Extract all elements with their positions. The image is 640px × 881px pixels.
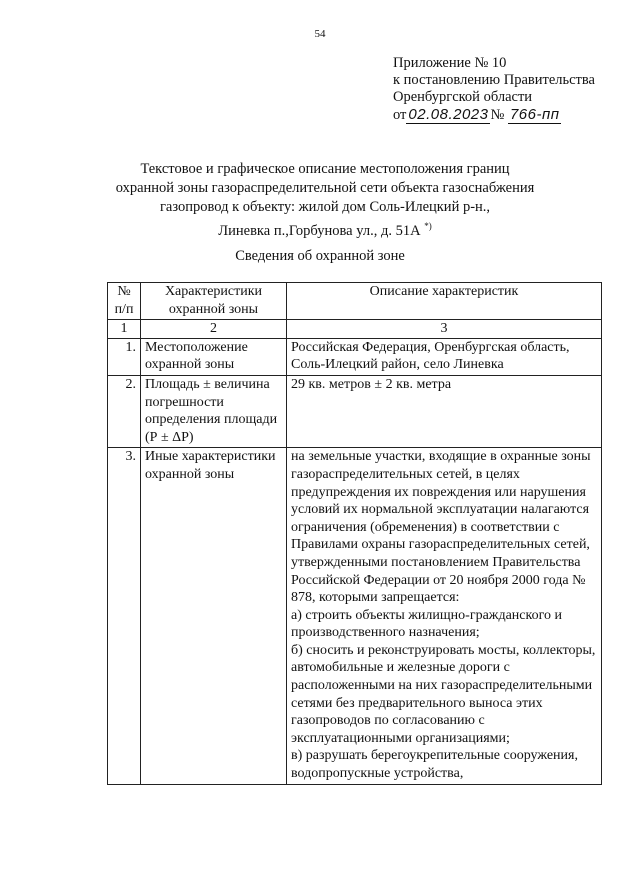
row-characteristic: Площадь ± величина погрешности определения площади (Р ± ΔР) xyxy=(141,375,287,447)
title-line-3: газопровод к объекту: жилой дом Соль-Илецкий р-н., xyxy=(159,199,491,215)
row-characteristic: Иные характеристики охранной зоны xyxy=(141,448,287,784)
row-description-text: на земельные участки, входящие в охранные зоны газораспределительных сетей, в целях предупреждения их повреждения или нарушения условий их нормальной эксплуатации налагаются ограничения (обременения) в соответствии с Правилами охраны газораспределительных сетей, утвержденными постановлением Правительства Российской Федерации от 20 ноября 2000 года № 878, которыми запрещается: xyxy=(291,449,591,606)
appendix-block xyxy=(393,55,595,124)
table-row xyxy=(108,338,602,375)
row-number: 3. xyxy=(108,448,141,784)
section-title: Сведения об охранной зоне xyxy=(235,248,405,264)
header-num: № п/п xyxy=(108,283,141,320)
index-cell-3: 3 xyxy=(287,320,602,339)
index-cell-2: 2 xyxy=(141,320,287,339)
restriction-item-a: а) строить объекты жилищно-гражданского и производственного назначения; xyxy=(291,607,562,641)
document-title xyxy=(90,160,560,241)
appendix-line-1: Приложение № 10 xyxy=(393,55,507,71)
table-row xyxy=(108,375,602,447)
appendix-date: 02.08.2023 xyxy=(408,106,489,123)
header-characteristic: Характеристики охранной зоны xyxy=(141,283,287,320)
title-line-4 xyxy=(90,217,560,241)
restriction-item-b: б) сносить и реконструировать мосты, коллекторы, автомобильные и железные дороги с расположенными на них газораспределительными сетями без предварительного выноса этих газопроводов по согласованию с эксплуатационными организациями; xyxy=(291,642,596,746)
title-line-4-text: Линевка п.,Горбунова ул., д. 51А xyxy=(218,222,421,239)
row-number: 2. xyxy=(108,375,141,447)
row-number: 1. xyxy=(108,338,141,375)
appendix-line-2: к постановлению Правительства xyxy=(393,72,595,88)
appendix-number: 766-пп xyxy=(509,106,560,123)
index-cell-1: 1 xyxy=(108,320,141,339)
row-description: 29 кв. метров ± 2 кв. метра xyxy=(287,375,602,447)
table-row xyxy=(108,448,602,784)
table-index-row xyxy=(108,320,602,339)
title-line-1: Текстовое и графическое описание местоположения границ xyxy=(140,161,510,177)
appendix-line-3: Оренбургской области xyxy=(393,89,533,105)
page-number: 54 xyxy=(314,28,326,40)
footnote-mark: *) xyxy=(424,221,432,231)
protection-zone-table xyxy=(107,282,602,785)
row-characteristic: Местоположение охранной зоны xyxy=(141,338,287,375)
appendix-number-prefix: № xyxy=(490,107,505,123)
row-description xyxy=(287,448,602,784)
title-line-2: охранной зоны газораспределительной сети объекта газоснабжения xyxy=(115,180,535,196)
appendix-date-line xyxy=(393,106,595,124)
header-description: Описание характеристик xyxy=(287,283,602,320)
table-header-row xyxy=(108,283,602,320)
restriction-item-c: в) разрушать берегоукрепительные сооружения, водопропускные устройства, xyxy=(291,748,578,782)
appendix-from-prefix: от xyxy=(393,107,407,123)
row-description: Российская Федерация, Оренбургская область, Соль-Илецкий район, село Линевка xyxy=(287,338,602,375)
